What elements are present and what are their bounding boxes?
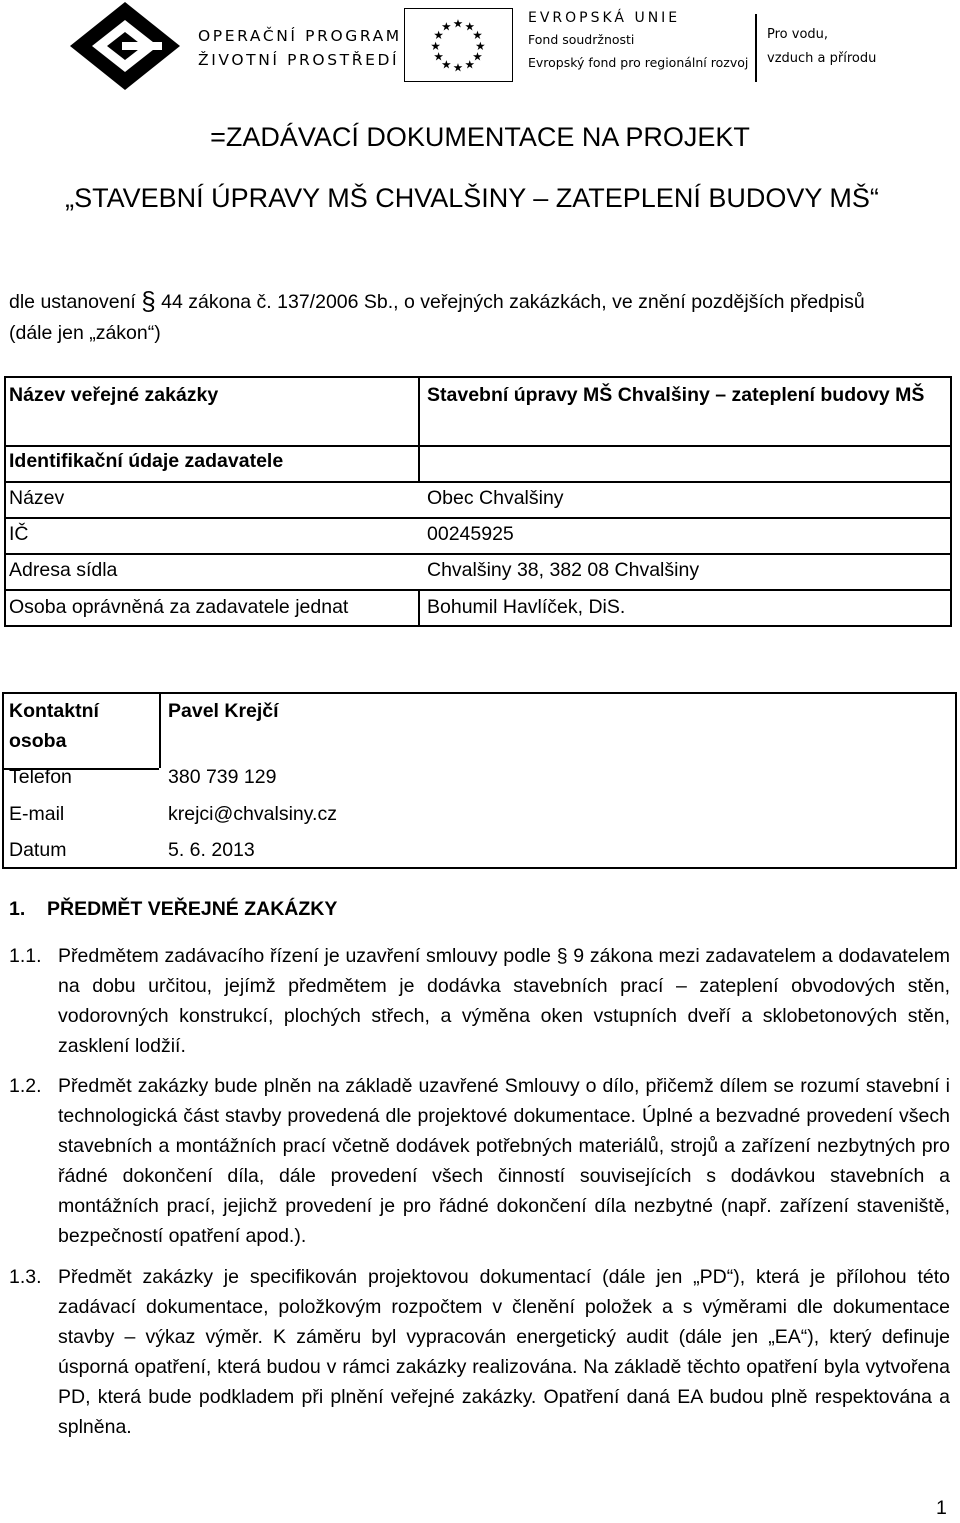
legal-basis-line2: (dále jen „zákon“): [9, 322, 161, 344]
legal-basis-line1: [9, 286, 954, 318]
paragraph-text: Předmět zakázky bude plněn na základě uzavřené Smlouvy o dílo, přičemž dílem se rozumí stavební i technologická část stavby provedená dle projektové dokumentace. Úplné a bezvadné provedení všech stavebních a montážních prací včetně dodávek potřebných materiálů, strojů a zařízení nezbytných pro řádné dokončení díla, dále provedení všech činností souvisejících s dodávkou stavebních a montážních prací, jejichž provedení je pro řádné dokončení díla nezbytné (např. zařízení staveniště, bezpečností opatření apod.).: [58, 1075, 950, 1248]
paragraph-text: Předmět zakázky je specifikován projektovou dokumentací (dále jen „PD“), která je přílohou této zadávací dokumentace, položkovým rozpočtem v členění položek a s výměrami dle dokumentace stavby – výkaz výměr. K záměru byl vypracován energetický audit (dále jen „EA“), který definuje úsporná opatření, která budou v rámci zakázky realizována. Na základě těchto opatření byla vytvořena PD, která bude podkladem při plnění veřejné zakázky. Opatření daná EA budou plně respektována a splněna.: [58, 1266, 950, 1439]
project-title: „STAVEBNÍ ÚPRAVY MŠ CHVALŠINY – ZATEPLENÍ BUDOVY MŠ“: [65, 183, 879, 213]
slogan-line1: Pro vodu,: [767, 27, 829, 42]
contact-person-value: Pavel Krejčí: [168, 700, 279, 722]
svg-text:★: ★: [452, 16, 464, 31]
paragraph-number: 1.3.: [9, 1266, 42, 1288]
legal-basis-rest: 44 zákona č. 137/2006 Sb., o veřejných zakázkách, ve znění pozdějších předpisů: [155, 291, 865, 313]
contract-name-value: Stavební úpravy MŠ Chvalšiny – zateplení budovy MŠ: [427, 384, 925, 406]
op-zp-logo: [70, 2, 180, 90]
address-label: Adresa sídla: [9, 559, 118, 581]
table-row: [6, 483, 950, 519]
authority-name-value: Obec Chvalšiny: [427, 487, 564, 509]
address-value: Chvalšiny 38, 382 08 Chvalšiny: [427, 559, 700, 581]
program-name: [198, 24, 402, 72]
page-number: 1: [936, 1497, 947, 1519]
header-divider: [755, 14, 757, 82]
svg-text:★: ★: [433, 28, 444, 43]
phone-label: Telefon: [9, 766, 72, 788]
svg-text:★: ★: [472, 49, 483, 64]
paragraph-number: 1.1.: [9, 945, 42, 967]
date-value: 5. 6. 2013: [168, 839, 255, 861]
slogan: [767, 23, 876, 71]
date-label: Datum: [9, 839, 67, 861]
authority-name-label: Název: [9, 487, 65, 509]
slogan-line2: vzduch a přírodu: [767, 51, 877, 66]
section-number: 1.: [9, 898, 26, 920]
eu-title: EVROPSKÁ UNIE: [528, 10, 681, 26]
svg-text:★: ★: [441, 19, 452, 34]
ic-value: 00245925: [427, 523, 514, 545]
column-divider: [159, 694, 161, 768]
eu-fund-2: Evropský fond pro regionální rozvoj: [528, 55, 749, 70]
svg-text:★: ★: [475, 38, 486, 53]
contact-table: [2, 692, 957, 869]
paragraph: [9, 1071, 950, 1252]
contact-label-line1: Kontaktní: [9, 700, 99, 722]
section-heading: [9, 898, 337, 921]
svg-text:★: ★: [441, 57, 452, 72]
table-row: [6, 445, 950, 483]
table-row: [6, 519, 950, 555]
table-row: [6, 555, 950, 591]
email-value: krejci@chvalsiny.cz: [168, 803, 337, 825]
table-row: [6, 378, 950, 447]
svg-text:★: ★: [464, 19, 475, 34]
identification-label: Identifikační údaje zadavatele: [9, 450, 284, 472]
program-line1: OPERAČNÍ PROGRAM: [198, 27, 402, 45]
document-title: =ZADÁVACÍ DOKUMENTACE NA PROJEKT: [210, 122, 750, 152]
eu-flag-icon: [404, 8, 513, 82]
svg-text:★: ★: [464, 57, 475, 72]
authorized-person-value: Bohumil Havlíček, DiS.: [427, 596, 626, 618]
legal-basis: [9, 286, 954, 349]
paragraph: [9, 1262, 950, 1443]
eu-fund-1: Fond soudržnosti: [528, 32, 635, 47]
svg-text:★: ★: [472, 28, 483, 43]
section-sign: §: [141, 286, 156, 316]
contracting-authority-table: [4, 376, 952, 627]
paragraph: [9, 941, 950, 1061]
phone-value: 380 739 129: [168, 766, 277, 788]
svg-text:★: ★: [452, 60, 464, 75]
email-label: E-mail: [9, 803, 65, 825]
paragraph-text: Předmětem zadávacího řízení je uzavření smlouvy podle § 9 zákona mezi zadavatelem a dodavatelem na dobu určitou, jejímž předmětem je dodávka stavebních prací – zateplení obvodových stěn, vodorovných konstrukcí, plochých střech, a výměna oken vstupních dveří a sklobetonových stěn, zasklení lodžií.: [58, 945, 950, 1058]
contact-person-label: [9, 696, 99, 756]
svg-text:★: ★: [430, 38, 441, 53]
section-title: PŘEDMĚT VEŘEJNÉ ZAKÁZKY: [47, 898, 338, 920]
paragraph-number: 1.2.: [9, 1075, 42, 1097]
column-divider: [418, 591, 420, 625]
contact-label-line2: osoba: [9, 730, 67, 752]
authorized-person-label: Osoba oprávněná za zadavatele jednat: [9, 596, 349, 618]
program-line2: ŽIVOTNÍ PROSTŘEDÍ: [198, 51, 400, 69]
contract-name-label: Název veřejné zakázky: [9, 384, 219, 406]
svg-text:★: ★: [433, 49, 444, 64]
ic-label: IČ: [9, 523, 29, 545]
table-row: [6, 591, 950, 625]
legal-basis-prefix: dle ustanovení: [9, 291, 142, 313]
eu-text: [528, 8, 748, 74]
